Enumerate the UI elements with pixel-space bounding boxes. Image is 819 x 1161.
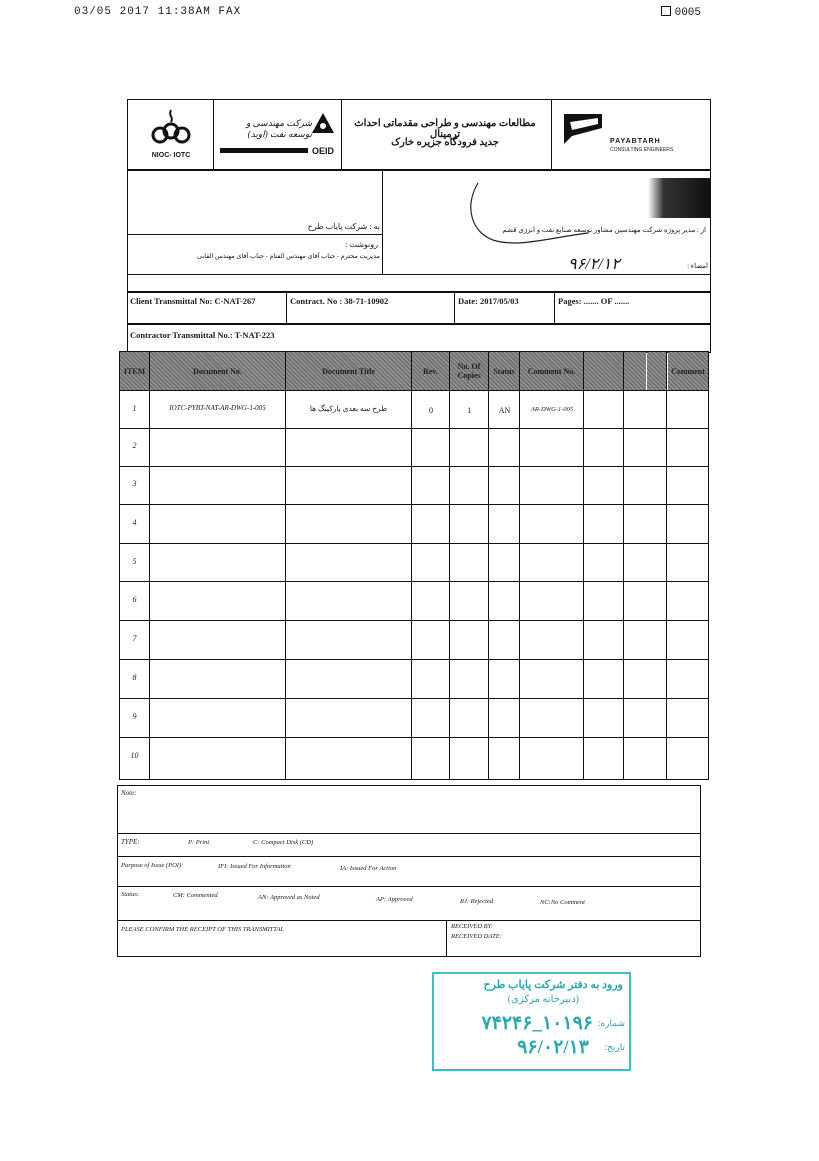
logo2-caption: OEID [312,146,335,156]
row-item: 7 [132,634,137,643]
pages-field: Pages: ....... OF ....... [558,296,630,306]
status-rj: RJ: Rejected [460,898,494,905]
row-copies: 1 [467,406,472,415]
fax-header-right: 0005 [661,6,701,19]
receipt-stamp [432,972,631,1071]
type-label: TYPE: [121,838,140,846]
payabtarh-logo [564,114,602,149]
row-item: 4 [132,518,137,527]
row-status: AN [498,406,511,415]
footer-box [117,785,701,957]
poi-ifi: IFI: Issued For Information [218,863,291,870]
status-label: Status: [121,891,140,898]
col-header-title: Document Title [286,352,411,390]
signature-label: امضاء : [687,262,708,270]
row-rev: 0 [429,406,433,415]
row-item: 2 [132,441,137,450]
cc-text: مدیریت محترم - جناب آقای مهندس الفتام - جناب آقای مهندس القابی [197,253,380,260]
cc-label: رونوشت : [345,240,378,249]
row-doc-no: IOTC-PYBT-NAT-AR-DWG-1-005 [169,404,266,412]
project-title-line1: مطالعات مهندسی و طراحی مقدماتی احداث ترمینال [354,118,536,140]
row-item: 3 [132,479,137,488]
transmittal-date: Date: 2017/05/03 [458,296,519,306]
col-header-blank3 [647,352,667,390]
col-header-blank2 [624,352,646,390]
handwritten-date: ۹۶/۲/۱۲ [568,256,620,273]
logo3-sub: CONSULTING ENGINEERS [610,147,674,153]
row-item: 8 [132,673,137,682]
status-an: AN: Approved as Noted [258,894,320,901]
type-cd: C: Compact Disk (CD) [253,839,314,846]
confirm-receipt: PLEASE CONFIRM THE RECEIPT OF THIS TRANSMITTAL [121,926,284,933]
project-title-line2: جدید فرودگاه جزیره خارک [391,137,499,148]
contractor-row [127,323,711,353]
fax-header-left: 03/05 2017 11:38AM FAX [74,6,242,18]
row-title: طرح سه بعدی پارکینگ ها [309,404,388,413]
col-header-blank1 [584,352,623,390]
handwritten-scribble [458,178,598,258]
from-signature-area [648,178,710,218]
stamp-line2: (دبیرخانه مرکزی) [507,994,579,1005]
status-cm: CM: Commented [173,892,218,899]
row-comment-no: AR-DWG-1-005 [530,406,574,413]
row-item: 9 [132,712,137,721]
stamp-date-value: ۹۶/۰۲/۱۳ [517,1037,589,1058]
nioc-logo [146,108,196,148]
stamp-line1: ورود به دفتر شرکت پایاب طرح [483,979,623,991]
oeid-logo-text: شرکت مهندسی و توسعه نفت (اوید) [246,118,312,139]
col-header-comment: Comment [668,352,708,390]
to-field: به : شرکت پایاب طرح [307,222,380,231]
status-nc: NC:No Comment [540,899,585,906]
stamp-number-value: ۱۰۱۹۶_۷۴۲۴۶ [481,1013,593,1034]
row-item: 5 [132,557,137,566]
col-header-item: ITEM [120,352,149,390]
checkbox-icon [661,6,671,16]
logo3-name: PAYABTARH [610,138,661,145]
header-box [127,99,711,171]
from-field: از : مدیر پروژه شرکت مهندسین مشاور توسعه صنایع نفت و انرژی قشم [502,226,706,234]
transmittal-row [127,291,711,325]
type-print: P: Print [188,839,210,846]
oeid-logo [311,112,335,139]
row-item: 1 [132,404,137,413]
poi-label: Purpose of Issue (POI): [121,862,184,869]
status-ap: AP: Approved [376,896,413,903]
row-item: 6 [132,595,137,604]
col-header-doc-no: Document No. [150,352,285,390]
document-table [119,351,709,780]
address-box [127,169,711,293]
logo1-caption: NIOC- IOTC [151,152,191,159]
poi-ia: IA: Issued For Action [340,865,397,872]
note-label: Note: [121,789,137,797]
oeid-logo-bar [220,148,308,153]
client-transmittal-no: Client Transmittal No: C-NAT-267 [130,296,256,306]
received-date: RECEIVED DATE: [451,933,502,940]
contractor-transmittal-no: Contractor Transmittal No.: T-NAT-223 [130,330,275,340]
col-header-rev: Rev. [412,352,449,390]
col-header-comment-no: Comment No. [520,352,583,390]
received-by: RECEIVED BY: [451,923,493,930]
row-item: 10 [130,751,139,760]
col-header-status: Status [489,352,519,390]
contract-no: Contract. No : 38-71-10902 [290,296,389,306]
col-header-copies: No. Of Copies [450,352,488,390]
stamp-date-label: تاریخ: [604,1042,625,1052]
stamp-number-label: شماره: [597,1018,625,1028]
